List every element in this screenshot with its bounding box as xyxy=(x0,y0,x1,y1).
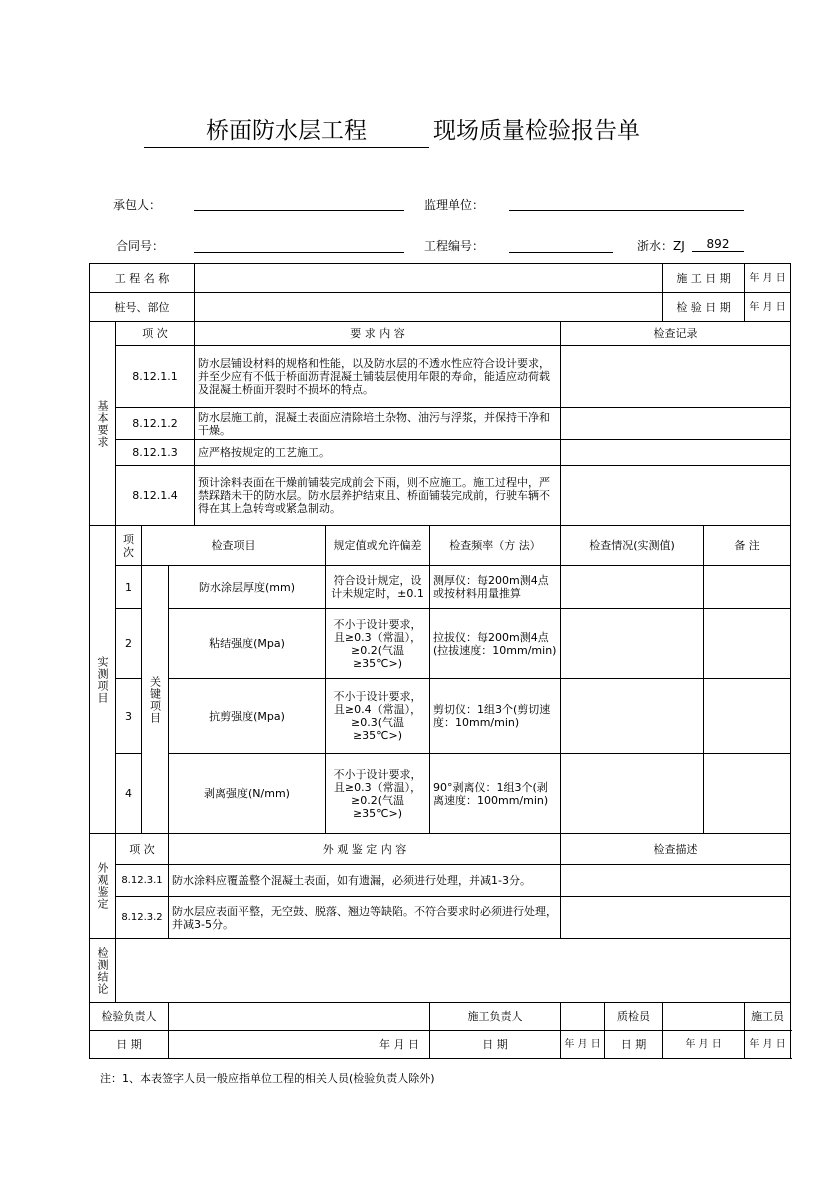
measure-row-remark[interactable] xyxy=(704,679,791,754)
measure-row-spec: 不小于设计要求，且≥0.3（常温），≥0.2(气温≥35℃>) xyxy=(326,754,430,834)
appearance-row-text: 防水涂料应覆盖整个混凝土表面，如有遗漏，必须进行处理，并减1-3分。 xyxy=(169,865,561,897)
measure-section-label: 实测项目 xyxy=(90,526,116,834)
basic-row-record[interactable] xyxy=(561,466,791,526)
basic-row-text: 防水层施工前，混凝土表面应清除培土杂物、油污与浮浆，并保持干净和干燥。 xyxy=(195,408,561,440)
inspector-label: 检验负责人 xyxy=(90,1003,169,1031)
conclusion-label: 检测结论 xyxy=(90,939,116,1003)
measure-row-item: 防水涂层厚度(mm) xyxy=(169,566,326,609)
appearance-row-id: 8.12.3.2 xyxy=(116,897,169,939)
appearance-col-content: 外 观 鉴 定 内 容 xyxy=(169,834,561,865)
measure-row-result[interactable] xyxy=(561,609,704,679)
inspector-sign[interactable] xyxy=(169,1003,430,1031)
basic-col-item: 项 次 xyxy=(116,322,195,346)
appearance-row-desc[interactable] xyxy=(561,865,791,897)
measure-row-freq: 90°剥离仪：1组3个(剥离速度：100mm/min) xyxy=(430,754,561,834)
measure-row-remark[interactable] xyxy=(704,609,791,679)
appearance-col-item: 项 次 xyxy=(116,834,169,865)
project-name-value[interactable] xyxy=(195,264,663,293)
basic-row-id: 8.12.1.4 xyxy=(116,466,195,526)
measure-row-spec: 符合设计规定，设计未规定时，±0.1 xyxy=(326,566,430,609)
basic-row-record[interactable] xyxy=(561,408,791,440)
basic-row-record[interactable] xyxy=(561,346,791,408)
basic-row-text: 防水层铺设材料的规格和性能，以及防水层的不透水性应符合设计要求，并至少应有不低于桥面沥青混凝土铺装层使用年限的寿命，能适应动荷载及混凝土桥面开裂时不损坏的特点。 xyxy=(195,346,561,408)
construct-lead-sign[interactable] xyxy=(561,1003,605,1031)
inspect-date-value[interactable]: 年 月 日 xyxy=(745,293,791,322)
date-label: 日 期 xyxy=(430,1031,561,1059)
inspection-table xyxy=(89,263,791,1059)
contractor-field[interactable] xyxy=(194,210,404,211)
measure-row-result[interactable] xyxy=(561,566,704,609)
contract-label: 合同号： xyxy=(116,239,165,253)
measure-col-no: 项次 xyxy=(116,526,142,566)
contract-field[interactable] xyxy=(194,252,404,253)
measure-row-remark[interactable] xyxy=(704,754,791,834)
measure-col-remark: 备 注 xyxy=(704,526,791,566)
measure-row-freq: 剪切仪：1组3个(剪切速度：10mm/min) xyxy=(430,679,561,754)
date-value[interactable]: 年 月 日 xyxy=(663,1031,745,1059)
construct-date-value[interactable]: 年 月 日 xyxy=(745,264,791,293)
qc-label: 质检员 xyxy=(605,1003,663,1031)
construct-lead-label: 施工负责人 xyxy=(430,1003,561,1031)
contractor-label: 承包人： xyxy=(113,198,162,212)
basic-row-text: 预计涂料表面在干燥前铺装完成前会下雨，则不应施工。施工过程中，严禁踩踏未干的防水层。防水层养护结束且、桥面铺装完成前，行驶车辆不得在其上急转弯或紧急制动。 xyxy=(195,466,561,526)
measure-row-freq: 测厚仪：每200m测4点或按材料用量推算 xyxy=(430,566,561,609)
appearance-section-label: 外观鉴定 xyxy=(90,834,116,939)
measure-row-no: 1 xyxy=(116,566,142,609)
basic-col-record: 检查记录 xyxy=(561,322,791,346)
project-no-label: 工程编号： xyxy=(424,239,485,253)
measure-row-item: 粘结强度(Mpa) xyxy=(169,609,326,679)
appearance-row-id: 8.12.3.1 xyxy=(116,865,169,897)
basic-row-id: 8.12.1.1 xyxy=(116,346,195,408)
basic-row-text: 应严格按规定的工艺施工。 xyxy=(195,440,561,466)
inspect-date-label: 检 验 日 期 xyxy=(663,293,745,322)
measure-row-remark[interactable] xyxy=(704,566,791,609)
footnote: 注：1、本表签字人员一般应指单位工程的相关人员(检验负责人除外) xyxy=(100,1072,435,1085)
key-items-label: 关键项目 xyxy=(142,566,169,834)
date-label: 日 期 xyxy=(605,1031,663,1059)
measure-row-spec: 不小于设计要求，且≥0.4（常温），≥0.3(气温≥35℃>) xyxy=(326,679,430,754)
appearance-col-desc: 检查描述 xyxy=(561,834,791,865)
zhe-number: 892 xyxy=(692,237,744,252)
measure-row-result[interactable] xyxy=(561,754,704,834)
basic-col-req: 要 求 内 容 xyxy=(195,322,561,346)
basic-row-record[interactable] xyxy=(561,440,791,466)
date-value[interactable]: 年 月 日 xyxy=(745,1031,791,1059)
zhe-label: 浙水：ZJ xyxy=(637,239,685,253)
supervisor-field[interactable] xyxy=(509,210,744,211)
supervisor-label: 监理单位： xyxy=(424,198,485,212)
measure-col-freq: 检查频率（方 法） xyxy=(430,526,561,566)
title-project: 桥面防水层工程 xyxy=(144,112,429,148)
conclusion-value[interactable] xyxy=(116,939,791,1003)
date-value[interactable]: 年 月 日 xyxy=(561,1031,605,1059)
appearance-row-desc[interactable] xyxy=(561,897,791,939)
project-name-label: 工 程 名 称 xyxy=(90,264,195,293)
basic-section-label: 基本要求 xyxy=(90,322,116,526)
measure-row-item: 抗剪强度(Mpa) xyxy=(169,679,326,754)
title-report: 现场质量检验报告单 xyxy=(433,118,640,144)
measure-col-result: 检查情况(实测值) xyxy=(561,526,704,566)
measure-row-freq: 拉拔仪：每200m测4点(拉拔速度：10mm/min) xyxy=(430,609,561,679)
basic-row-id: 8.12.1.2 xyxy=(116,408,195,440)
measure-row-no: 3 xyxy=(116,679,142,754)
measure-col-spec: 规定值或允许偏差 xyxy=(326,526,430,566)
station-label: 桩号、部位 xyxy=(90,293,195,322)
measure-row-no: 2 xyxy=(116,609,142,679)
qc-sign[interactable] xyxy=(663,1003,745,1031)
measure-row-spec: 不小于设计要求，且≥0.3（常温），≥0.2(气温≥35℃>) xyxy=(326,609,430,679)
project-no-field[interactable] xyxy=(509,252,613,253)
date-value[interactable]: 年 月 日 xyxy=(169,1031,430,1059)
station-value[interactable] xyxy=(195,293,663,322)
measure-row-item: 剥离强度(N/mm) xyxy=(169,754,326,834)
appearance-row-text: 防水层应表面平整，无空鼓、脱落、翘边等缺陷。不符合要求时必须进行处理，并减3-5分。 xyxy=(169,897,561,939)
basic-row-id: 8.12.1.3 xyxy=(116,440,195,466)
measure-col-item: 检查项目 xyxy=(142,526,326,566)
date-label: 日 期 xyxy=(90,1031,169,1059)
measure-row-no: 4 xyxy=(116,754,142,834)
worker-label: 施工员 xyxy=(745,1003,791,1031)
measure-row-result[interactable] xyxy=(561,679,704,754)
construct-date-label: 施 工 日 期 xyxy=(663,264,745,293)
